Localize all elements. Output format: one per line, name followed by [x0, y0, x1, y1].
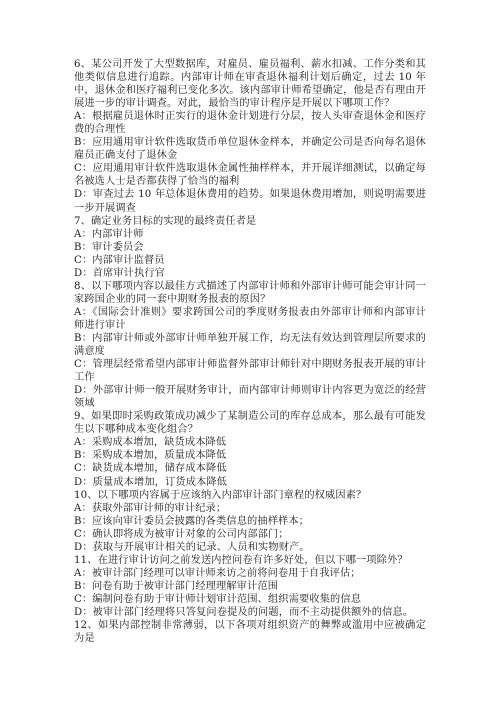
option-c: C：缺货成本增加，储存成本降低 [74, 463, 227, 475]
option-a: A：根据雇员退休时正实行的退休金计划进行分层，按人头审查退休金和医疗费的合理性 [74, 111, 426, 136]
question-stem: 6、某公司开发了大型数据库，对雇员、雇员福利、薪水扣减、工作分类和其他类似信息进行追踪。内部审计师在审查退休福利计划后确定，过去 10 年中，退休金和医疗福利已变化多次。该内部审计师希望确定，他是否有理由开展进一步的审计调查。对此，最恰当的审计程序是开展以下哪项工作？ [74, 59, 426, 110]
option-b: B：采购成本增加，质量成本降低 [74, 450, 227, 462]
option-c: C：应用通用审计软件选取退休金属性抽样样本，并开展详细测试，以确定每名被选人士是否都获得了恰当的福利 [74, 163, 426, 188]
option-b: B：问卷有助于被审计部门经理理解审计范围 [74, 580, 279, 592]
option-b: B：审计委员会 [74, 241, 144, 253]
document-page [74, 58, 426, 645]
option-c: C：内部审计监督员 [74, 254, 165, 266]
question-6 [74, 58, 426, 215]
question-7 [74, 215, 426, 280]
question-stem: 7、确定业务目标的实现的最终责任者是 [74, 215, 257, 227]
question-12 [74, 619, 426, 645]
question-stem: 8、以下哪项内容以最佳方式描述了内部审计师和外部审计师可能会审计同一家跨国企业的同一套中期财务报表的原因？ [74, 280, 426, 305]
question-stem: 10、以下哪项内容属于应该纳入内部审计部门章程的权威因素？ [74, 489, 367, 501]
option-d: D：首席审计执行官 [74, 267, 166, 279]
option-a: A：采购成本增加，缺货成本降低 [74, 437, 227, 449]
question-10 [74, 489, 426, 554]
option-d: D：审查过去 10 年总体退休费用的趋势。如果退休费用增加，则说明需要进一步开展调查 [74, 189, 426, 214]
option-d: D：外部审计师一般开展财务审计，而内部审计师则审计内容更为宽泛的经营领域 [74, 385, 426, 410]
question-stem: 11、在进行审计访问之前发送内控问卷有许多好处，但以下哪一项除外？ [74, 554, 408, 566]
option-c: C：编制问卷有助于审计师计划审计范围、组织需要收集的信息 [74, 593, 362, 605]
question-11 [74, 554, 426, 619]
question-9 [74, 410, 426, 488]
question-8 [74, 280, 426, 410]
option-b: B：应用通用审计软件选取货币单位退休金样本，并确定公司是否向每名退休雇员正确支付了退休金 [74, 137, 426, 162]
option-b: B：应该向审计委员会披露的各类信息的抽样样本； [74, 515, 310, 527]
question-stem: 9、如果即时采购政策成功减少了某制造公司的库存总成本，那么最有可能发生以下哪种成本变化组合？ [74, 411, 426, 436]
option-c: C：管理层经常希望内部审计师监督外部审计师针对中期财务报表开展的审计工作 [74, 359, 426, 384]
option-c: C：确认即将成为被审计对象的公司内部部门； [74, 528, 289, 540]
option-b: B：内部审计师或外部审计师单独开展工作，均无法有效达到管理层所要求的满意度 [74, 332, 426, 358]
option-a: A：获取外部审计师的审计纪录； [74, 502, 227, 514]
option-d: D：被审计部门经理将只答复问卷提及的问题，而不主动提供额外的信息。 [74, 606, 414, 618]
option-a: A：内部审计师 [74, 228, 144, 240]
question-stem: 12、如果内部控制非常薄弱，以下各项对组织资产的舞弊或滥用中应被确定为是 [74, 620, 426, 645]
option-d: D：获取与开展审计相关的记录、人员和实物财产。 [74, 541, 310, 553]
option-d: D：质量成本增加，订货成本降低 [74, 476, 228, 488]
option-a: A：《国际会计准则》要求跨国公司的季度财务报表由外部审计师和内部审计师进行审计 [74, 306, 426, 331]
option-a: A：被审计部门经理可以审计师来访之前将问卷用于自我评估； [74, 567, 361, 579]
